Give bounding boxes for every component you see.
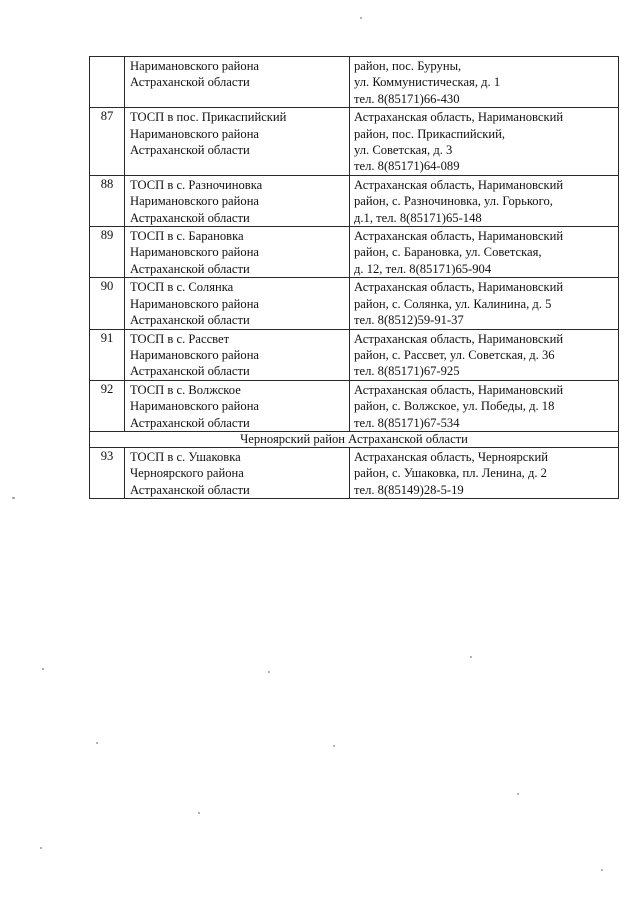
office-name-line: Наримановского района [130, 296, 260, 311]
address-line: район, с. Барановка, ул. Советская, [354, 245, 542, 260]
scan-speck [333, 745, 335, 747]
office-name-line: ТОСП в с. Волжское [130, 382, 241, 397]
office-name-line: Астраханской области [130, 415, 250, 430]
scan-speck [268, 671, 270, 673]
row-number: 88 [90, 175, 125, 226]
table-row [90, 380, 619, 431]
address-line: Астраханская область, Наримановский [354, 177, 564, 192]
scan-speck [40, 847, 42, 849]
scan-speck [360, 17, 362, 19]
office-name-line: ТОСП в с. Солянка [130, 280, 234, 295]
office-name-line: Астраханской области [130, 482, 250, 497]
row-number: 91 [90, 329, 125, 380]
table-row [90, 227, 619, 278]
address-line: д. 12, тел. 8(85171)65-904 [354, 261, 492, 276]
address-line: район, с. Солянка, ул. Калинина, д. 5 [354, 296, 552, 311]
section-header: Черноярский район Астраханской области [90, 431, 619, 447]
office-name-line: ТОСП в с. Ушаковка [130, 449, 241, 464]
office-name-line: Астраханской области [130, 210, 250, 225]
address-line: район, с. Разночиновка, ул. Горького, [354, 194, 553, 209]
address-line: ул. Коммунистическая, д. 1 [354, 75, 501, 90]
address-line: Астраханская область, Наримановский [354, 331, 564, 346]
office-name-cell [125, 380, 350, 431]
table-row [90, 108, 619, 176]
row-number: 89 [90, 227, 125, 278]
office-name-cell [125, 57, 350, 108]
office-name-line: Астраханской области [130, 143, 250, 158]
office-name-line: Черноярского района [130, 466, 244, 481]
address-cell [350, 57, 619, 108]
address-line: Астраханская область, Черноярский [354, 449, 548, 464]
table-row [90, 57, 619, 108]
row-number: 92 [90, 380, 125, 431]
office-name-line: Наримановского района [130, 194, 260, 209]
address-line: Астраханская область, Наримановский [354, 229, 564, 244]
address-cell [350, 108, 619, 176]
office-name-cell [125, 175, 350, 226]
section-header-row [90, 431, 619, 447]
address-line: тел. 8(8512)59-91-37 [354, 313, 464, 328]
address-line: тел. 8(85171)67-534 [354, 415, 460, 430]
office-name-cell [125, 108, 350, 176]
office-name-cell [125, 278, 350, 329]
address-cell [350, 329, 619, 380]
scan-speck [517, 793, 519, 795]
scan-speck [198, 812, 200, 814]
address-line: район, с. Волжское, ул. Победы, д. 18 [354, 399, 555, 414]
address-line: район, пос. Прикаспийский, [354, 126, 505, 141]
registry-table [89, 56, 619, 499]
address-line: тел. 8(85171)66-430 [354, 91, 460, 106]
office-name-line: Наримановского района [130, 399, 260, 414]
office-name-line: Наримановского района [130, 126, 260, 141]
office-name-cell [125, 227, 350, 278]
office-name-line: Астраханской области [130, 75, 250, 90]
address-cell [350, 380, 619, 431]
table-row [90, 329, 619, 380]
office-name-line: ТОСП в с. Рассвет [130, 331, 230, 346]
scan-speck [470, 656, 472, 658]
address-line: тел. 8(85171)67-925 [354, 364, 460, 379]
scan-speck [42, 668, 44, 670]
office-name-cell [125, 447, 350, 498]
address-cell [350, 278, 619, 329]
row-number: 90 [90, 278, 125, 329]
scan-speck [601, 869, 603, 871]
office-name-line: Наримановского района [130, 347, 260, 362]
address-line: Астраханская область, Наримановский [354, 280, 564, 295]
address-line: Астраханская область, Наримановский [354, 110, 564, 125]
office-name-line: Наримановского района [130, 59, 260, 73]
address-cell [350, 227, 619, 278]
row-number [90, 57, 125, 108]
table-row [90, 278, 619, 329]
address-line: район, пос. Буруны, [354, 59, 462, 73]
table-row [90, 175, 619, 226]
address-line: тел. 8(85171)64-089 [354, 159, 460, 174]
row-number: 87 [90, 108, 125, 176]
address-line: район, с. Ушаковка, пл. Ленина, д. 2 [354, 466, 547, 481]
address-line: тел. 8(85149)28-5-19 [354, 482, 464, 497]
address-line: район, с. Рассвет, ул. Советская, д. 36 [354, 347, 555, 362]
address-cell [350, 447, 619, 498]
address-cell [350, 175, 619, 226]
address-line: Астраханская область, Наримановский [354, 382, 564, 397]
office-name-line: ТОСП в пос. Прикаспийский [130, 110, 287, 125]
office-name-line: Наримановского района [130, 245, 260, 260]
office-name-line: Астраханской области [130, 364, 250, 379]
office-name-line: Астраханской области [130, 313, 250, 328]
office-name-line: Астраханской области [130, 261, 250, 276]
registry-table-body [90, 57, 619, 499]
office-name-line: ТОСП в с. Разночиновка [130, 177, 263, 192]
table-row [90, 447, 619, 498]
scan-speck [12, 497, 15, 499]
address-line: д.1, тел. 8(85171)65-148 [354, 210, 482, 225]
office-name-cell [125, 329, 350, 380]
office-name-line: ТОСП в с. Барановка [130, 229, 244, 244]
scan-speck [96, 742, 98, 744]
address-line: ул. Советская, д. 3 [354, 143, 453, 158]
row-number: 93 [90, 447, 125, 498]
